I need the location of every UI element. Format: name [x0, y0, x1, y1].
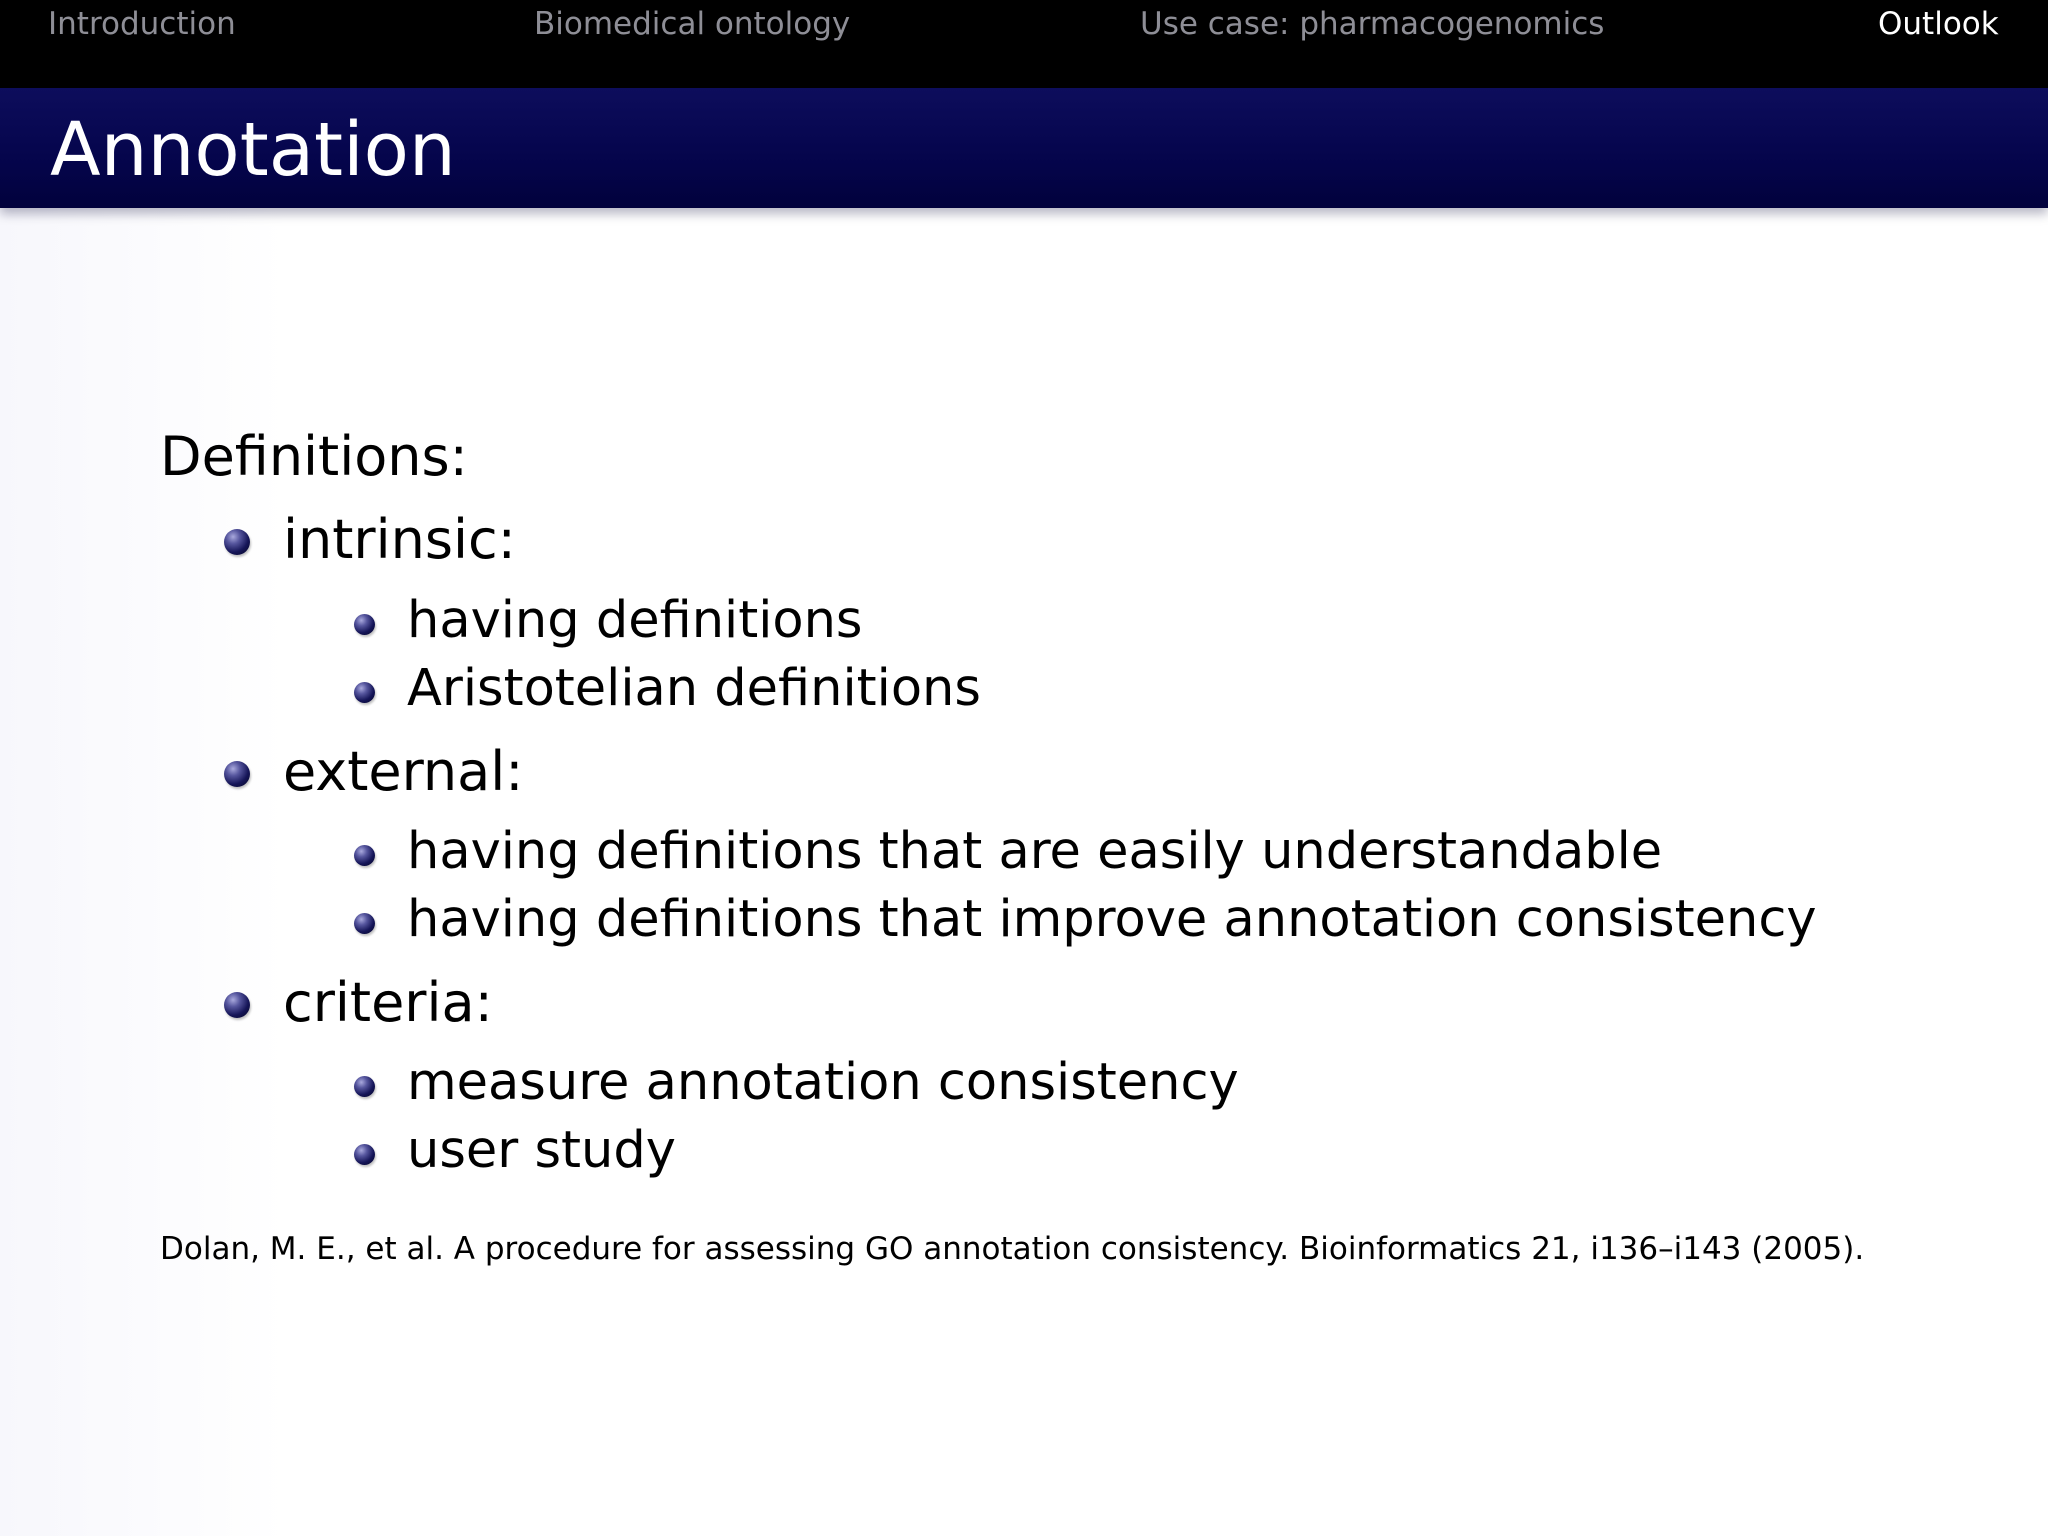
- nav-introduction[interactable]: Introduction: [48, 6, 236, 42]
- bullet-aristotelian-definitions: Aristotelian definitions: [407, 659, 981, 718]
- bullet-measure-consistency: measure annotation consistency: [407, 1053, 1239, 1112]
- bullet-external-label: external:: [283, 740, 524, 803]
- sphere-bullet-icon: [354, 682, 375, 703]
- sphere-bullet-icon: [354, 845, 375, 866]
- frame-title: Annotation: [50, 107, 456, 193]
- bullet-having-definitions: having definitions: [407, 591, 863, 650]
- bullet-criteria-label: criteria:: [283, 971, 493, 1034]
- nav-use-case-pharmacogenomics[interactable]: Use case: pharmacogenomics: [1140, 6, 1605, 42]
- sphere-bullet-icon: [224, 992, 250, 1018]
- sphere-bullet-icon: [354, 1144, 375, 1165]
- sphere-bullet-icon: [224, 761, 250, 787]
- bullet-improve-consistency: having definitions that improve annotation consistency: [407, 890, 1817, 949]
- reference-citation: Dolan, M. E., et al. A procedure for assessing GO annotation consistency. Bioinformatics 21, i136–i143 (2005).: [160, 1231, 1865, 1267]
- bullet-intrinsic-label: intrinsic:: [283, 508, 516, 571]
- nav-outlook-current[interactable]: Outlook: [1878, 6, 1999, 42]
- bullet-easily-understandable: having definitions that are easily understandable: [407, 822, 1663, 881]
- definitions-heading: Definitions:: [160, 425, 468, 488]
- bullet-user-study: user study: [407, 1121, 676, 1180]
- sphere-bullet-icon: [354, 1076, 375, 1097]
- sphere-bullet-icon: [224, 529, 250, 555]
- nav-biomedical-ontology[interactable]: Biomedical ontology: [534, 6, 851, 42]
- sphere-bullet-icon: [354, 614, 375, 635]
- sphere-bullet-icon: [354, 913, 375, 934]
